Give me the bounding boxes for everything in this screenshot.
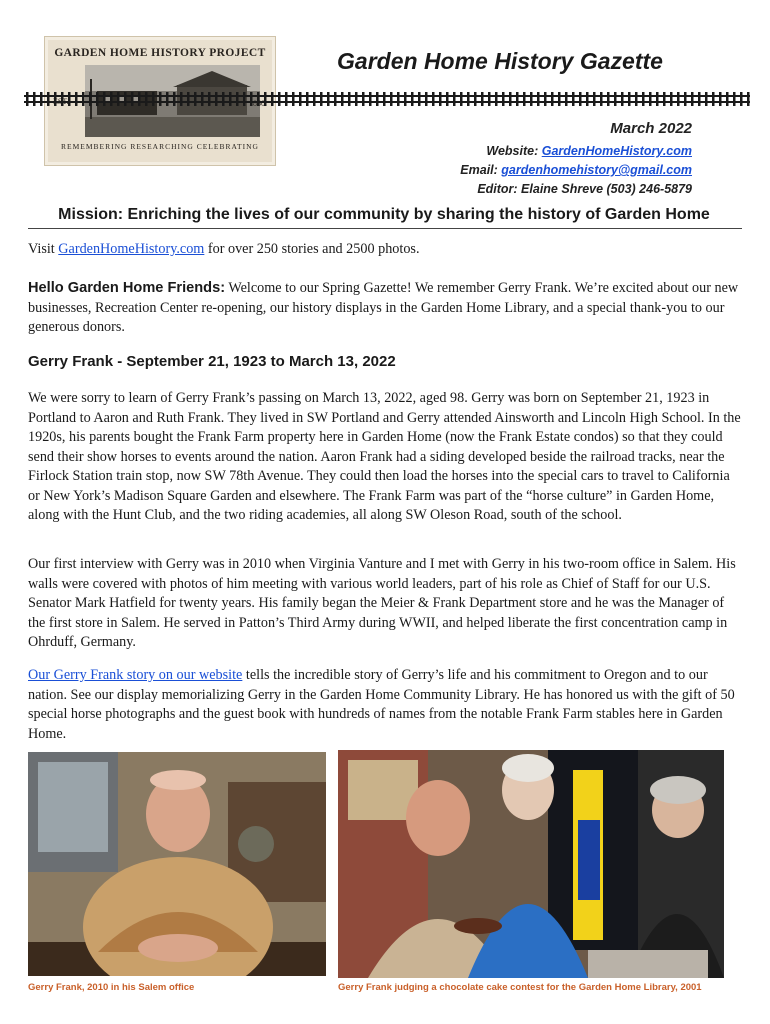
railroad-tie — [117, 92, 120, 106]
railroad-tie — [201, 92, 204, 106]
railroad-tie — [152, 92, 155, 106]
railroad-tie — [635, 92, 638, 106]
railroad-tie — [68, 92, 71, 106]
railroad-tie — [600, 92, 603, 106]
railroad-tie — [173, 92, 176, 106]
railroad-tie — [383, 92, 386, 106]
website-label: Website: — [486, 144, 542, 158]
gazette-title: Garden Home History Gazette — [337, 48, 663, 74]
railroad-tie — [110, 92, 113, 106]
issue-date: March 2022 — [610, 120, 692, 137]
railroad-tie — [621, 92, 624, 106]
railroad-tie — [530, 92, 533, 106]
railroad-tie — [61, 92, 64, 106]
gerry-story-link[interactable]: Our Gerry Frank story on our website — [28, 667, 243, 683]
railroad-tie — [103, 92, 106, 106]
railroad-tie — [166, 92, 169, 106]
railroad-tie — [96, 92, 99, 106]
railroad-tie — [509, 92, 512, 106]
section-heading: Gerry Frank - September 21, 1923 to March 13, 2022 — [28, 353, 396, 370]
railroad-tie — [75, 92, 78, 106]
railroad-track-divider — [24, 92, 750, 106]
railroad-tie — [495, 92, 498, 106]
railroad-tie — [47, 92, 50, 106]
masthead-info — [460, 118, 692, 199]
railroad-tie — [250, 92, 253, 106]
railroad-tie — [502, 92, 505, 106]
railroad-tie — [453, 92, 456, 106]
railroad-tie — [467, 92, 470, 106]
email-line — [460, 161, 692, 180]
railroad-tie — [446, 92, 449, 106]
railroad-tie — [593, 92, 596, 106]
visit-suffix: for over 250 stories and 2500 photos. — [204, 241, 420, 257]
email-link[interactable]: gardenhomehistory@gmail.com — [501, 163, 692, 177]
railroad-tie — [229, 92, 232, 106]
railroad-tie — [726, 92, 729, 106]
railroad-tie — [670, 92, 673, 106]
railroad-tie — [355, 92, 358, 106]
railroad-tie — [327, 92, 330, 106]
paragraph-3-text: tells the incredible story of Gerry’s life and his commitment to Oregon and to our nation. See our display memorializing Gerry in the Garden Home Community Library. He has honored us with the gift of 50 special horse photographs and the guest book with hundreds of names from the notable Frank Farm stables here in Garden Home. — [28, 667, 735, 742]
railroad-tie — [565, 92, 568, 106]
railroad-tie — [285, 92, 288, 106]
railroad-tie — [642, 92, 645, 106]
railroad-tie — [145, 92, 148, 106]
photo-cake-contest — [338, 750, 724, 978]
railroad-tie — [418, 92, 421, 106]
railroad-tie — [614, 92, 617, 106]
visit-line — [28, 240, 742, 260]
railroad-tie — [40, 92, 43, 106]
website-link[interactable]: GardenHomeHistory.com — [541, 144, 692, 158]
logo-title: GARDEN HOME HISTORY PROJECT — [54, 47, 266, 59]
railroad-tie — [705, 92, 708, 106]
railroad-tie — [89, 92, 92, 106]
caption-right: Gerry Frank judging a chocolate cake contest for the Garden Home Library, 2001 — [338, 982, 702, 993]
visit-link[interactable]: GardenHomeHistory.com — [58, 241, 205, 257]
railroad-tie — [257, 92, 260, 106]
railroad-tie — [390, 92, 393, 106]
railroad-tie — [516, 92, 519, 106]
railroad-tie — [138, 92, 141, 106]
caption-left: Gerry Frank, 2010 in his Salem office — [28, 982, 195, 993]
railroad-tie — [649, 92, 652, 106]
railroad-tie — [26, 92, 29, 106]
railroad-tie — [131, 92, 134, 106]
railroad-tie — [187, 92, 190, 106]
mission-divider — [28, 228, 742, 229]
railroad-tie — [607, 92, 610, 106]
railroad-tie — [488, 92, 491, 106]
railroad-tie — [236, 92, 239, 106]
railroad-tie — [215, 92, 218, 106]
railroad-tie — [544, 92, 547, 106]
railroad-tie — [271, 92, 274, 106]
railroad-tie — [698, 92, 701, 106]
railroad-tie — [33, 92, 36, 106]
railroad-tie — [474, 92, 477, 106]
railroad-tie — [159, 92, 162, 106]
railroad-tie — [551, 92, 554, 106]
railroad-tie — [243, 92, 246, 106]
railroad-tie — [677, 92, 680, 106]
railroad-tie — [579, 92, 582, 106]
railroad-tie — [411, 92, 414, 106]
railroad-tie — [558, 92, 561, 106]
railroad-tie — [208, 92, 211, 106]
railroad-tie — [712, 92, 715, 106]
railroad-tie — [362, 92, 365, 106]
railroad-tie — [404, 92, 407, 106]
railroad-tie — [222, 92, 225, 106]
railroad-tie — [747, 92, 750, 106]
railroad-tie — [537, 92, 540, 106]
railroad-tie — [719, 92, 722, 106]
railroad-tie — [691, 92, 694, 106]
railroad-tie — [586, 92, 589, 106]
railroad-tie — [320, 92, 323, 106]
railroad-tie — [425, 92, 428, 106]
railroad-tie — [481, 92, 484, 106]
paragraph-3 — [28, 666, 742, 744]
railroad-tie — [432, 92, 435, 106]
railroad-tie — [341, 92, 344, 106]
railroad-tie — [306, 92, 309, 106]
railroad-tie — [313, 92, 316, 106]
greeting-heading: Hello Garden Home Friends: — [28, 280, 226, 296]
mission-statement: Mission: Enriching the lives of our community by sharing the history of Garden Home — [58, 206, 710, 223]
railroad-tie — [523, 92, 526, 106]
railroad-tie — [740, 92, 743, 106]
railroad-tie — [628, 92, 631, 106]
railroad-tie — [82, 92, 85, 106]
website-line — [460, 142, 692, 161]
railroad-tie — [369, 92, 372, 106]
greeting-paragraph — [28, 279, 742, 338]
railroad-tie — [663, 92, 666, 106]
greeting-text: Welcome to our Spring Gazette! We remember Gerry Frank. We’re excited about our new businesses, Recreation Center re-opening, our history displays in the Garden Home Library, and a special thank-you to our generous donors. — [28, 280, 739, 335]
railroad-tie — [348, 92, 351, 106]
railroad-tie — [194, 92, 197, 106]
railroad-tie — [376, 92, 379, 106]
railroad-tie — [292, 92, 295, 106]
railroad-tie — [278, 92, 281, 106]
railroad-tie — [299, 92, 302, 106]
railroad-tie — [572, 92, 575, 106]
railroad-tie — [180, 92, 183, 106]
paragraph-1: We were sorry to learn of Gerry Frank’s passing on March 13, 2022, aged 98. Gerry was born on September 21, 1923 in Portland to Aaron and Ruth Frank. They lived in SW Portland and Gerry attended Ainsworth and Lincoln High School. In the 1920s, his parents bought the Frank Farm property here in Garden Home (now the Frank Estate condos) so that they could send their show horses to events around the nation. Aaron Frank had a siding developed beside the railroad tracks, near the Firlock Station train stop, now SW 78th Avenue. They could then load the horses into the special cars to travel to California or New York’s Madison Square Garden and elsewhere. The Frank Farm was part of the “horse culture” in Garden Home, along with the Hunt Club, and the two riding academies, all along SW Oleson Road, south of the school. — [28, 390, 741, 523]
paragraph-2: Our first interview with Gerry was in 2010 when Virginia Vanture and I met with Gerry in his two-room office in Salem. His walls were covered with photos of him meeting with various world leaders, part of his role as Chief of Staff for our U.S. Senator Mark Hatfield for twenty years. His family began the Meier & Frank Department store and he was the Manager of the first store in Salem. He served in Patton’s Third Army during WWII, and helped liberate the first concentration camp in Ohrduff, Germany. — [28, 556, 736, 650]
railroad-tie — [124, 92, 127, 106]
railroad-tie — [54, 92, 57, 106]
railroad-tie — [684, 92, 687, 106]
railroad-tie — [334, 92, 337, 106]
photo-gerry-office — [28, 752, 326, 976]
railroad-tie — [397, 92, 400, 106]
railroad-tie — [460, 92, 463, 106]
railroad-tie — [264, 92, 267, 106]
railroad-tie — [656, 92, 659, 106]
railroad-tie — [439, 92, 442, 106]
logo-tagline: REMEMBERING RESEARCHING CELEBRATING — [61, 142, 259, 151]
railroad-tie — [733, 92, 736, 106]
editor-line: Editor: Elaine Shreve (503) 246-5879 — [477, 182, 692, 196]
visit-prefix: Visit — [28, 241, 59, 257]
email-label: Email: — [460, 163, 502, 177]
